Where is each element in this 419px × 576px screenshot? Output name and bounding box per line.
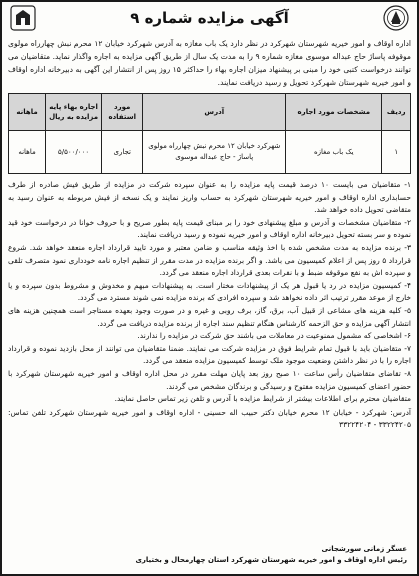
cell-address: شهرکرد خیابان ۱۲ محرم نبش چهارراه مولوی پاساژ - حاج عبداله موسوی	[143, 131, 286, 174]
contact-note: متقاضیان محترم برای اطلاعات بیشتر از شرایط مزایده با آدرس و تلفن زیر تماس حاصل نمایند.	[114, 394, 411, 404]
contact-address: آدرس: شهرکرد - خیابان ۱۲ محرم خیابان دکتر حبیب اله حسینی - اداره اوقاف و امور خیریه شهرستان شهرکرد تلفن تماس: ۳۳۲۲۴۲۰۵ - ۳۳۲۲۴۲۰۴	[8, 407, 412, 430]
header-rent: اجاره بهاء پایه مزایده به ریال	[46, 94, 102, 131]
intro-paragraph: اداره اوقاف و امور خیریه شهرستان شهرکرد در نظر دارد یک باب مغازه به آدرس شهرکرد خیابان ۱۲ محرم نبش چهارراه مولوی موقوفه پاساژ حاج عبداله موسوی مغازه شماره ۹ را به مدت یک سال از طریق آگهی مزایده به اجاره واگذار نماید. متقاضیان می توانند درخواست کتبی خود را مبنی بر پیشنهاد میزان اجاره بهاء را حداکثر ۱۵ روز پس از انتشار این آگهی به دبیرخانه اداره اوقاف و امور خیریه شهرستان شهرکرد تحویل و رسید دریافت نمایند.	[8, 39, 411, 87]
clause-5: ۵- کلیه هزینه های مشاعی از قبیل آب، برق، گاز، برف روبی و غیره و در صورت وجود بعهده مستاجر است همچنین هزینه های انتشار آگهی مزایده و حق الزحمه کارشناس هنگام تنظیم سند اجاره از برنده مزایده دریافت می گردد.	[8, 305, 411, 328]
header-usage: مورد استفاده	[102, 94, 143, 131]
header-months: ماهانه	[9, 94, 46, 131]
clause-3: ۳- برنده مزایده به مدت مشخص شده با اخذ وثیقه مناسب و ضامن معتبر و مورد تایید قرارداد اجاره منعقد خواهد شد. شروع قرارداد ۵ روز پس از اعلام کمیسیون می باشد. و اگر برنده مزایده در مدت مقرر از تنظیم اجاره نامه خودداری نمود متصرف تلقی و سپرده اش به نفع موقوفه ضبط و با نفرات بعدی قرارداد اجاره منعقد می گردد.	[8, 242, 411, 278]
emblem-left-icon	[10, 5, 36, 31]
clause-8: ۸- تقاضای متقاضیان رأس ساعت ۱۰ صبح روز بعد پایان مهلت مقرر در محل اداره اوقاف و امور خیریه شهرستان شهرکرد با حضور اعضای کمیسیون مزایده مفتوح و رسیدگی و برندگان مشخص می گردند.	[8, 368, 411, 391]
signature-block	[135, 544, 407, 566]
signatory-name: عسگر زمانی سورشجانی	[321, 545, 407, 553]
cell-usage: تجاری	[102, 131, 143, 174]
emblem-right-icon	[383, 5, 409, 31]
notice-title: آگهی مزایده شماره ۹	[130, 9, 289, 27]
auction-items-table	[8, 93, 411, 174]
notice-header	[8, 5, 411, 35]
signatory-role: رئیس اداره اوقاف و امور خیریه شهرستان شهرکرد استان چهارمحال و بختیاری	[135, 556, 407, 564]
cell-rent: ۵/۵۰۰/۰۰۰	[46, 131, 102, 174]
cell-row-number: ۱	[382, 131, 411, 174]
table-header-row	[9, 94, 411, 131]
header-spec: مشخصات مورد اجاره	[286, 94, 382, 131]
clause-1: ۱- متقاضیان می بایست ۱۰ درصد قیمت پایه مزایده را به عنوان سپرده شرکت در مزایده از طریق فیش صادره از طرف حسابداری اداره اوقاف و امور خیریه شهرستان شهرکرد به حساب واریز نمایند و یک نسخه از فیش مربوطه به عنوان رسید به متقاضی تحویل داده خواهد شد.	[8, 180, 412, 215]
cell-spec: یک باب مغازه	[286, 131, 382, 174]
clause-4: ۴- کمیسیون مزایده در رد یا قبول هر یک از پیشنهادات مختار است. به پیشنهادات مبهم و مخدوش و مشروط بدون سپرده و یا خارج از موعد مقرر ترتیب اثر داده نخواهد شد و سپرده افرادی که برنده مزایده نمی شوند مسترد می گردد.	[8, 280, 411, 303]
clause-7: ۷- متقاضیان باید با قبول تمام شرایط فوق در مزایده شرکت می نمایند. ضمنا متقاضیان می توانند از محل بازدید نموده و قرارداد اجاره را با در نظر داشتن وضعیت موجود ملک توسط کمیسیون مزایده منعقد می گردد.	[8, 343, 411, 366]
header-row-number: ردیف	[382, 94, 411, 131]
header-address: آدرس	[143, 94, 286, 131]
clause-2: ۲- متقاضیان مشخصات و آدرس و مبلغ پیشنهادی خود را بر مبنای قیمت پایه بطور صریح و با حروف خوانا در درخواست خود قید نموده و سر بسته تحویل دبیرخانه اداره اوقاف و امور خیریه نموده و رسید دریافت نمایند.	[8, 217, 411, 240]
clause-6: ۶- اشخاصی که مشمول ممنوعیت در معاملات می باشند حق شرکت در مزایده را ندارند.	[137, 331, 411, 341]
table-row	[9, 131, 411, 174]
cell-months: ماهانه	[9, 131, 46, 174]
clauses-list	[8, 179, 411, 406]
